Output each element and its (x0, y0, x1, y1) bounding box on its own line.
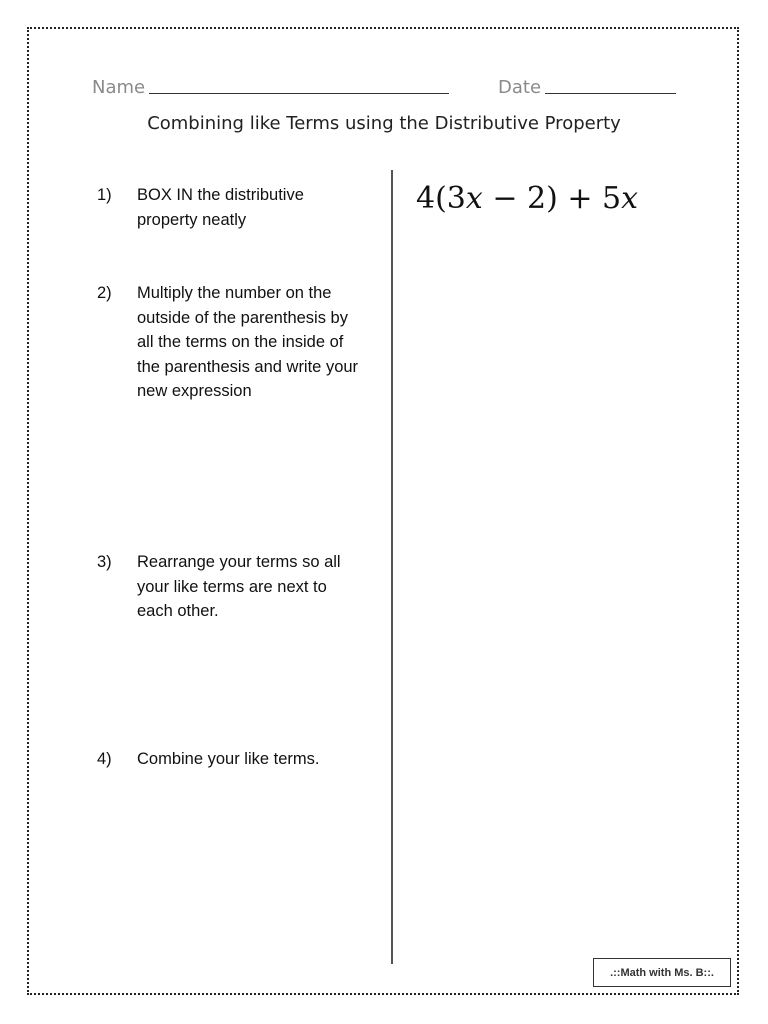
problem-expression (416, 181, 676, 225)
date-label: Date (498, 77, 542, 98)
step-1-number: 1) (97, 186, 112, 204)
name-label: Name (92, 77, 146, 98)
expression-variable-2: x (621, 181, 639, 216)
expression-variable-1: x (465, 181, 483, 216)
author-credit-text: .::Math with Ms. B::. (610, 966, 714, 979)
expression-part-a: 4(3 (416, 181, 466, 216)
date-blank-line (545, 93, 676, 94)
column-divider (391, 170, 393, 964)
step-1-text: BOX IN the distributive property neatly (137, 186, 304, 229)
name-blank-line (149, 93, 449, 94)
expression-part-c: − 2) + 5 (482, 181, 622, 216)
step-4-text: Combine your like terms. (137, 750, 320, 768)
step-3-text: Rearrange your terms so all your like terms are next to each other. (137, 553, 341, 620)
worksheet-title: Combining like Terms using the Distributive Property (147, 113, 621, 134)
worksheet-border (27, 27, 739, 995)
step-2-text: Multiply the number on the outside of the parenthesis by all the terms on the inside of the parenthesis and write your new expression (137, 284, 359, 400)
name-field (92, 74, 449, 98)
date-field (498, 74, 676, 98)
step-2-number: 2) (97, 284, 112, 302)
step-4-number: 4) (97, 750, 112, 768)
step-3-number: 3) (97, 553, 112, 571)
author-credit-box (593, 958, 731, 987)
